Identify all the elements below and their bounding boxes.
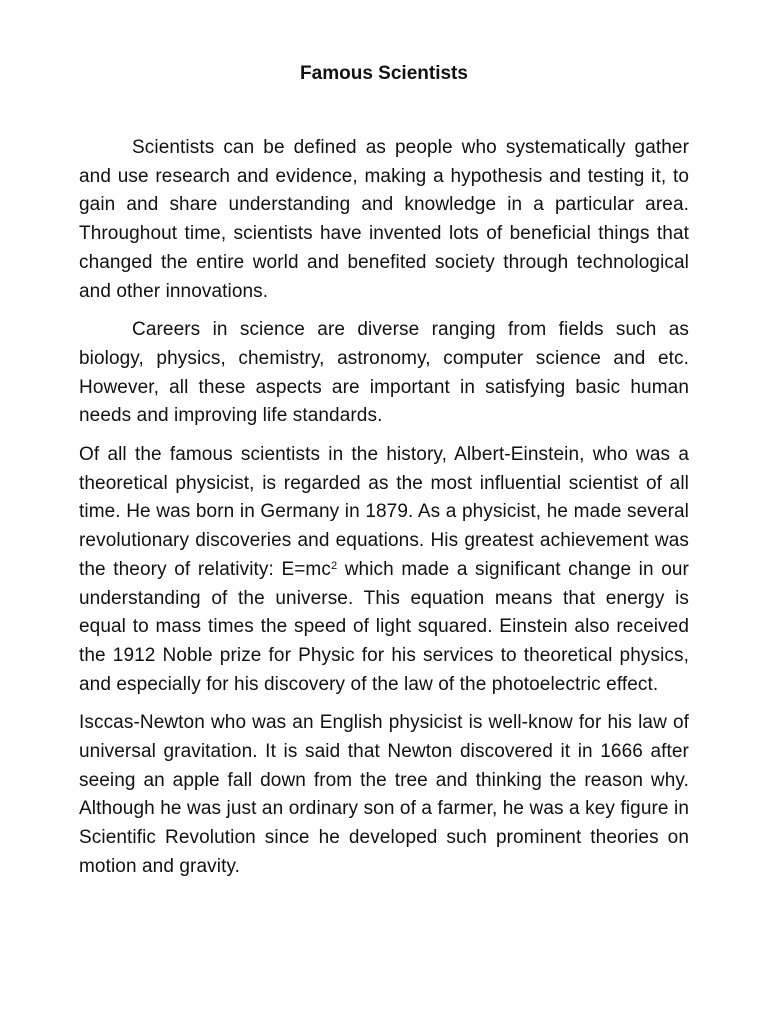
paragraph-careers: Careers in science are diverse ranging from fields such as biology, physics, chemistry, astronomy, computer science and etc. However, all these aspects are important in satisfying basic human needs and improving life standards. [79, 319, 689, 427]
paragraph-intro: Scientists can be defined as people who systematically gather and use research and evidence, making a hypothesis and testing it, to gain and share understanding and knowledge in a particular area. Throughout time, scientists have invented lots of beneficial things that changed the entire world and benefited society through technological and other innovations. [79, 137, 689, 302]
paragraph-einstein [79, 441, 689, 699]
einstein-text-part2: which made a significant change in our understanding of the universe. This equation means that energy is equal to mass times the speed of light squared. Einstein also received the 1912 Noble prize for Physic for his services to theoretical physics, and especially for his discovery of the law of the photoelectric effect. [79, 558, 689, 695]
paragraph-newton: Isccas-Newton who was an English physicist is well-know for his law of universal gravitation. It is said that Newton discovered it in 1666 after seeing an apple fall down from the tree and thinking the reason why. Although he was just an ordinary son of a farmer, he was a key figure in Scientific Revolution since he developed such prominent theories on motion and gravity. [79, 712, 689, 877]
superscript-squared: 2 [330, 559, 338, 572]
document-page [79, 60, 689, 892]
document-title: Famous Scientists [300, 63, 468, 84]
einstein-text-part1: Of all the famous scientists in the history, Albert-Einstein, who was a theoretical physicist, is regarded as the most influential scientist of all time. He was born in Germany in 1879. As a physicist, he made several revolutionary discoveries and equations. His greatest achievement was the theory of relativity: E=mc [79, 444, 689, 580]
